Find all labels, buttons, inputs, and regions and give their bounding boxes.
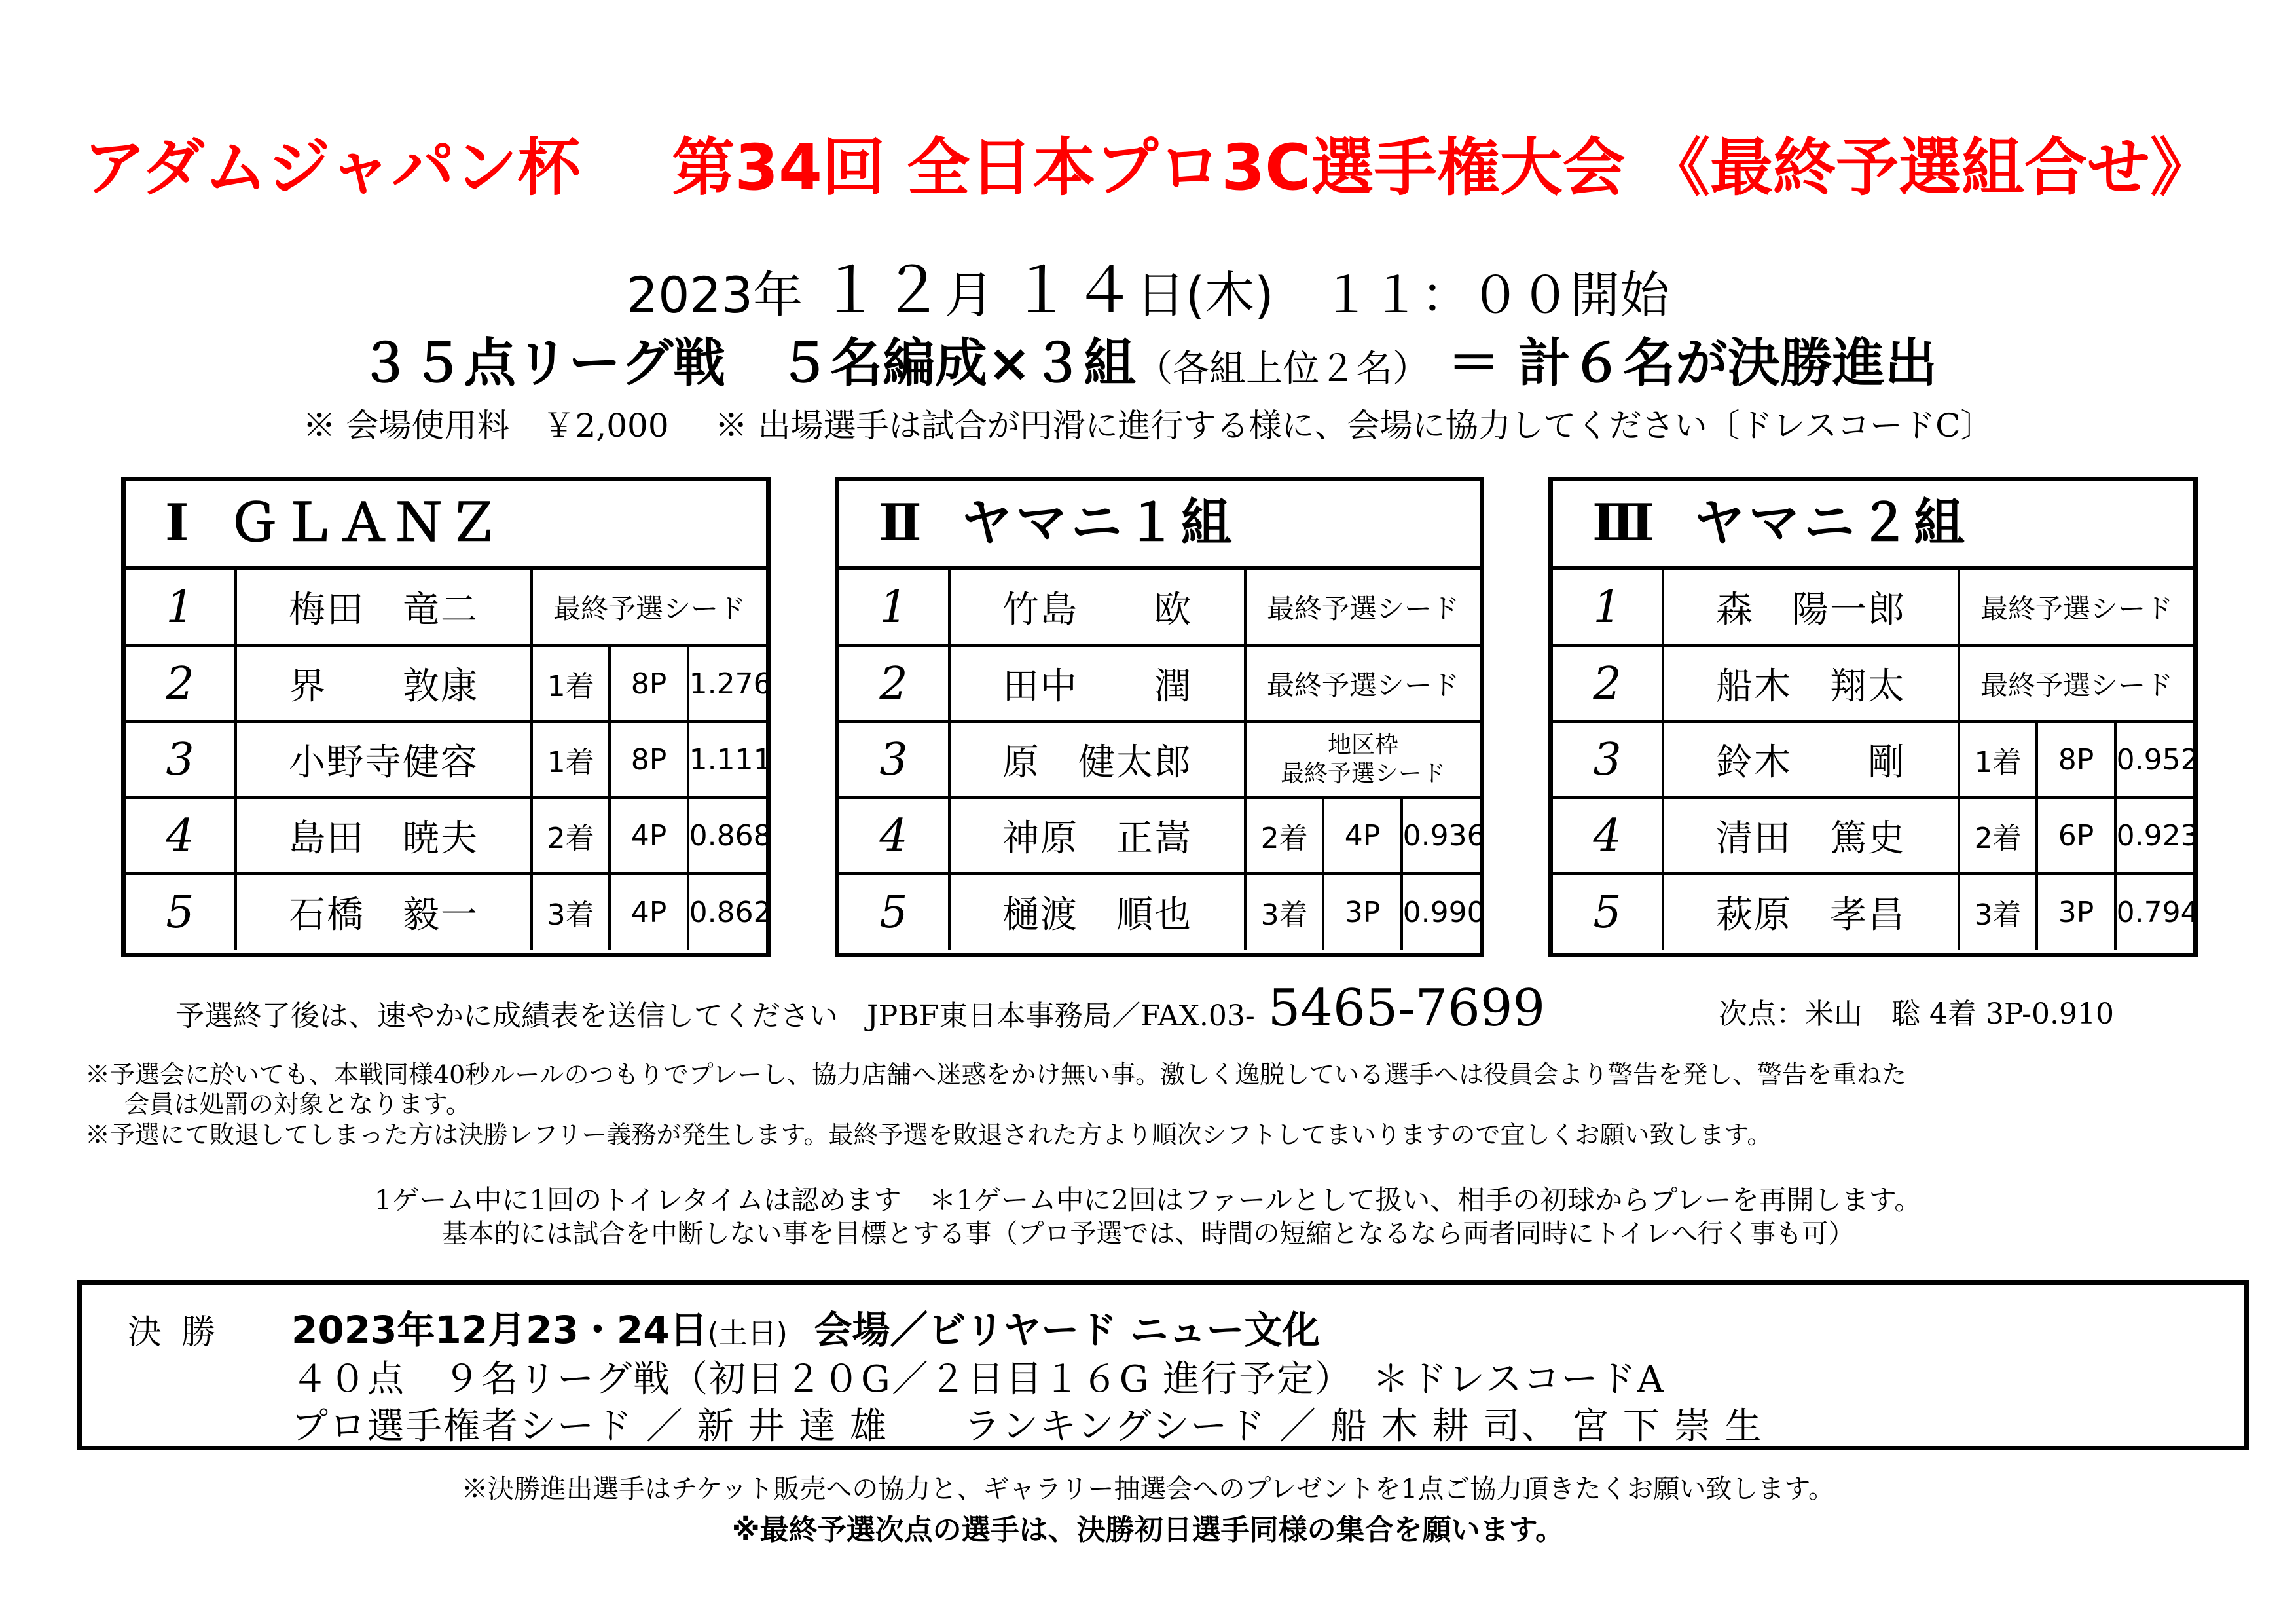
page-title — [0, 118, 2296, 208]
player-average: 0.923 — [2115, 798, 2193, 874]
group-title — [839, 481, 1480, 570]
player-row — [126, 798, 766, 874]
player-rank: 4 — [126, 798, 236, 874]
date-year: 2023年 — [626, 266, 803, 324]
player-row — [1553, 874, 2193, 950]
seed-label: 最終予選シード — [532, 570, 766, 646]
group-number: Ⅱ — [879, 493, 922, 553]
player-table — [126, 570, 772, 950]
player-points: 8P — [610, 722, 687, 798]
player-name: 島田 暁夫 — [236, 798, 532, 874]
group-number: Ⅰ — [165, 493, 189, 553]
finals-date: 2023年12月23・24日 — [291, 1308, 708, 1352]
date-line — [0, 241, 2296, 331]
seed-label: 最終予選シード — [1245, 570, 1480, 646]
rule-note-2: ※予選にて敗退してしまった方は決勝レフリー義務が発生します。最終予選を敗退された方より順次シフトしてまいりますので宜しくお願い致します。 — [85, 1120, 1772, 1149]
player-name: 萩原 孝昌 — [1663, 874, 1959, 950]
player-points: 4P — [1323, 798, 1401, 874]
player-row — [1553, 722, 2193, 798]
next-point: 次点：米山 聡 4着 3P-0.910 — [1719, 997, 2114, 1031]
player-row — [126, 646, 766, 722]
seed-label: 最終予選シード — [1245, 646, 1480, 722]
player-rank: 1 — [1553, 570, 1663, 646]
player-row — [839, 646, 1480, 722]
seed-label-top: 地区枠 — [1327, 731, 1398, 758]
player-points: 3P — [2037, 874, 2115, 950]
player-rank: 5 — [839, 874, 949, 950]
player-rank: 5 — [126, 874, 236, 950]
fax-number: 5465-7699 — [1267, 979, 1546, 1038]
player-place: 2着 — [532, 798, 610, 874]
player-average: 0.936 — [1402, 798, 1480, 874]
player-name: 鈴木 剛 — [1663, 722, 1959, 798]
player-rank: 4 — [1553, 798, 1663, 874]
group-number: Ⅲ — [1592, 493, 1654, 553]
player-rank: 3 — [1553, 722, 1663, 798]
footer-note-2: ※最終予選次点の選手は、決勝初日選手同様の集合を願います。 — [731, 1513, 1565, 1547]
player-average: 0.794 — [2115, 874, 2193, 950]
seed-label-bottom: 最終予選シード — [1280, 760, 1446, 787]
fee-line — [0, 399, 2296, 447]
fee-text: ※ 会場使用料 ￥2,000 — [302, 407, 669, 445]
player-name: 梅田 竜二 — [236, 570, 532, 646]
date-start: １１：００開始 — [1321, 266, 1670, 324]
finals-venue: 会場／ビリヤード ニュー文化 — [814, 1308, 1321, 1352]
player-name: 竹島 欧 — [949, 570, 1245, 646]
player-row — [839, 722, 1480, 798]
player-rank: 1 — [126, 570, 236, 646]
player-place: 1着 — [532, 722, 610, 798]
finals-date-day: (土日) — [707, 1317, 788, 1350]
player-row — [126, 874, 766, 950]
format-main: ３５点リーグ戦 ５名編成×３組 — [359, 333, 1137, 394]
player-name: 神原 正嵩 — [949, 798, 1245, 874]
finals-format: ４０点 ９名リーグ戦（初日２０G／２日目１６G 進行予定） ＊ドレスコードA — [291, 1358, 1666, 1401]
player-place: 2着 — [1959, 798, 2037, 874]
player-points: 8P — [2037, 722, 2115, 798]
player-points: 8P — [610, 646, 687, 722]
player-rank: 5 — [1553, 874, 1663, 950]
player-rank: 2 — [1553, 646, 1663, 722]
player-average: 1.276 — [688, 646, 766, 722]
player-rank: 2 — [126, 646, 236, 722]
group-title — [1553, 481, 2193, 570]
player-points: 4P — [610, 874, 687, 950]
date-month-unit: 月 — [944, 266, 994, 324]
player-points: 3P — [1323, 874, 1401, 950]
player-rank: 3 — [126, 722, 236, 798]
player-table — [1553, 570, 2199, 950]
player-average: 0.868 — [688, 798, 766, 874]
group-table-3 — [1548, 477, 2198, 957]
toilet-note-1: 1ゲーム中に1回のトイレタイムは認めます ＊1ゲーム中に2回はファールとして扱い、相手の初球からプレーを再開します。 — [374, 1184, 1922, 1216]
player-place: 3着 — [532, 874, 610, 950]
player-average: 0.952 — [2115, 722, 2193, 798]
format-result: ＝ 計６名が決勝進出 — [1448, 333, 1937, 394]
toilet-note-2: 基本的には試合を中断しない事を目標とする事（プロ予選では、時間の短縮となるなら両者同時にトイレへ行く事も可） — [441, 1219, 1855, 1249]
submit-text: 予選終了後は、速やかに成績表を送信してください JPBF東日本事務局／FAX.03- — [175, 999, 1255, 1033]
player-place: 3着 — [1245, 874, 1323, 950]
player-row — [839, 798, 1480, 874]
group-name: ヤマニ１組 — [960, 494, 1236, 553]
player-name: 石橋 毅一 — [236, 874, 532, 950]
group-name: ヤマニ２組 — [1694, 494, 1969, 553]
fee-note: ※ 出場選手は試合が円滑に進行する様に、会場に協力してください〔ドレスコードC〕 — [714, 407, 1994, 445]
date-month: １２ — [818, 254, 945, 327]
player-rank: 3 — [839, 722, 949, 798]
finals-date-line — [291, 1299, 1320, 1354]
player-place: 1着 — [1959, 722, 2037, 798]
submit-line — [175, 979, 1545, 1038]
group-name: ＧＬＡＮＺ — [228, 494, 503, 553]
player-rank: 2 — [839, 646, 949, 722]
player-row — [1553, 646, 2193, 722]
player-average: 0.990 — [1402, 874, 1480, 950]
group-table-2 — [835, 477, 1484, 957]
seed-label — [1245, 722, 1480, 798]
player-row — [1553, 570, 2193, 646]
player-name: 原 健太郎 — [949, 722, 1245, 798]
player-name: 清田 篤史 — [1663, 798, 1959, 874]
player-name: 船木 翔太 — [1663, 646, 1959, 722]
title-sponsor: アダムジャパン杯 — [82, 131, 581, 204]
rule-note-1-cont: 会員は処罰の対象となります。 — [124, 1090, 471, 1118]
seed-label: 最終予選シード — [1959, 646, 2193, 722]
player-name: 樋渡 順也 — [949, 874, 1245, 950]
player-place: 3着 — [1959, 874, 2037, 950]
player-name: 界 敦康 — [236, 646, 532, 722]
player-average: 1.111 — [688, 722, 766, 798]
player-name: 森 陽一郎 — [1663, 570, 1959, 646]
group-table-1 — [121, 477, 771, 957]
player-table — [839, 570, 1485, 950]
date-day-unit: 日 — [1135, 266, 1186, 324]
player-points: 4P — [610, 798, 687, 874]
player-row — [839, 570, 1480, 646]
finals-label: 決勝 — [128, 1313, 236, 1352]
player-row — [126, 722, 766, 798]
footer-note-1: ※決勝進出選手はチケット販売への協力と、ギャラリー抽選会へのプレゼントを1点ご協力頂きたくお願い致します。 — [461, 1474, 1835, 1504]
player-name: 田中 潤 — [949, 646, 1245, 722]
date-weekday: (木) — [1185, 266, 1274, 324]
player-points: 6P — [2037, 798, 2115, 874]
player-row — [126, 570, 766, 646]
group-title — [126, 481, 766, 570]
player-place: 2着 — [1245, 798, 1323, 874]
seed-label: 最終予選シード — [1959, 570, 2193, 646]
finals-box — [77, 1280, 2249, 1450]
player-average: 0.862 — [688, 874, 766, 950]
format-note: （各組上位２名） — [1136, 348, 1430, 390]
player-row — [1553, 798, 2193, 874]
player-row — [839, 874, 1480, 950]
finals-seeds: プロ選手権者シード ／ 新 井 達 雄 ランキングシード ／ 船 木 耕 司、 宮 下 崇 生 — [291, 1405, 1763, 1448]
title-event: 第34回 全日本プロ3C選手権大会 《最終予選組合せ》 — [672, 131, 2214, 204]
format-line — [0, 321, 2296, 396]
player-place: 1着 — [532, 646, 610, 722]
player-name: 小野寺健容 — [236, 722, 532, 798]
rule-note-1: ※予選会に於いても、本戦同様40秒ルールのつもりでプレーし、協力店舗へ迷惑をかけ無い事。激しく逸脱している選手へは役員会より警告を発し、警告を重ねた — [85, 1060, 1907, 1089]
player-rank: 4 — [839, 798, 949, 874]
player-rank: 1 — [839, 570, 949, 646]
date-day: １４ — [1010, 254, 1136, 327]
